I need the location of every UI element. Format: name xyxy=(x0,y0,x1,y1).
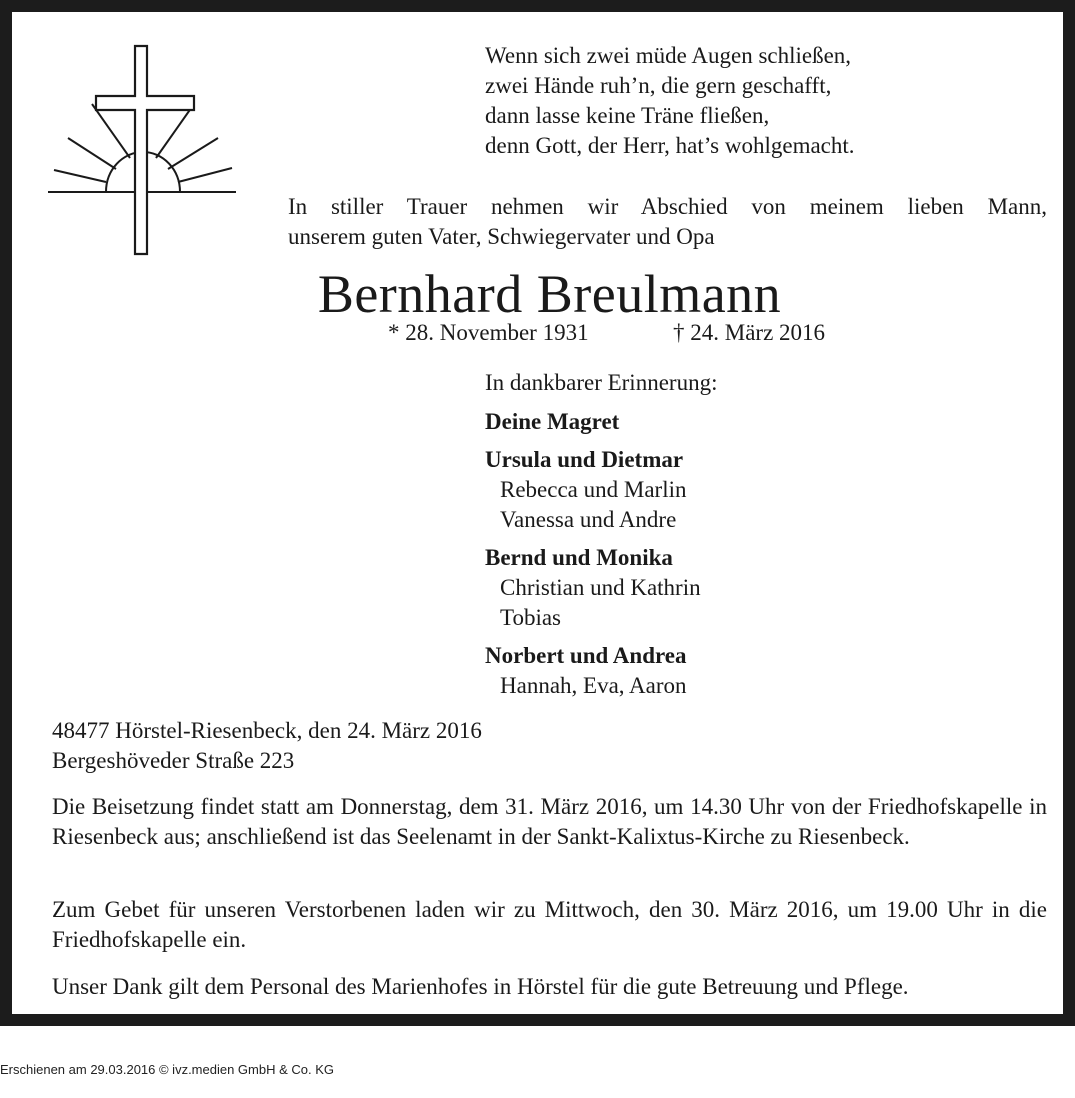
poem-line: denn Gott, der Herr, hat’s wohlgemacht. xyxy=(485,133,855,158)
address-line-1: 48477 Hörstel-Riesenbeck, den 24. März 2016 xyxy=(52,718,482,743)
family-group xyxy=(485,641,717,701)
publication-footer: Erschienen am 29.03.2016 © ivz.medien GmbH & Co. KG xyxy=(0,1062,335,1077)
family-group xyxy=(485,445,717,535)
family-child: Christian und Kathrin xyxy=(500,575,701,600)
family-list xyxy=(485,368,717,709)
thanks-paragraph: Unser Dank gilt dem Personal des Marienhofes in Hörstel für die gute Betreuung und Pflege. xyxy=(52,974,909,999)
family-child: Hannah, Eva, Aaron xyxy=(500,673,687,698)
family-main: Bernd und Monika xyxy=(485,545,673,570)
poem xyxy=(485,41,855,161)
intro-text xyxy=(288,192,1047,252)
cross-sunrise-icon xyxy=(48,44,238,256)
deceased-name: Bernhard Breulmann xyxy=(317,264,782,324)
poem-line: Wenn sich zwei müde Augen schließen, xyxy=(485,43,852,68)
family-main: Ursula und Dietmar xyxy=(485,447,684,472)
family-group xyxy=(485,543,717,633)
family-child: Vanessa und Andre xyxy=(500,507,677,532)
family-group xyxy=(485,407,717,437)
funeral-paragraph: Die Beisetzung findet statt am Donnerstag, dem 31. März 2016, um 14.30 Uhr von der Friedhofskapelle in Riesenbeck aus; anschließend ist das Seelenamt in der Sankt-Kalixtus-Kirche zu Riesenbeck. xyxy=(52,794,1047,849)
family-heading: In dankbarer Erinnerung: xyxy=(485,370,718,395)
prayer-paragraph: Zum Gebet für unseren Verstorbenen laden wir zu Mittwoch, den 30. März 2016, um 19.00 Uhr in die Friedhofskapelle ein. xyxy=(52,897,1047,952)
poem-line: zwei Hände ruh’n, die gern geschafft, xyxy=(485,73,832,98)
family-main: Deine Magret xyxy=(485,409,620,434)
birth-date: * 28. November 1931 xyxy=(388,320,589,345)
address-line-2: Bergeshöveder Straße 223 xyxy=(52,748,295,773)
death-date: † 24. März 2016 xyxy=(673,320,826,345)
family-child: Tobias xyxy=(500,605,561,630)
intro-line-1: In stiller Trauer nehmen wir Abschied von meinem lieben Mann, xyxy=(288,194,1047,219)
address-block xyxy=(52,716,482,776)
poem-line: dann lasse keine Träne fließen, xyxy=(485,103,770,128)
intro-line-2: unserem guten Vater, Schwiegervater und Opa xyxy=(288,224,715,249)
family-main: Norbert und Andrea xyxy=(485,643,687,668)
family-child: Rebecca und Marlin xyxy=(500,477,687,502)
